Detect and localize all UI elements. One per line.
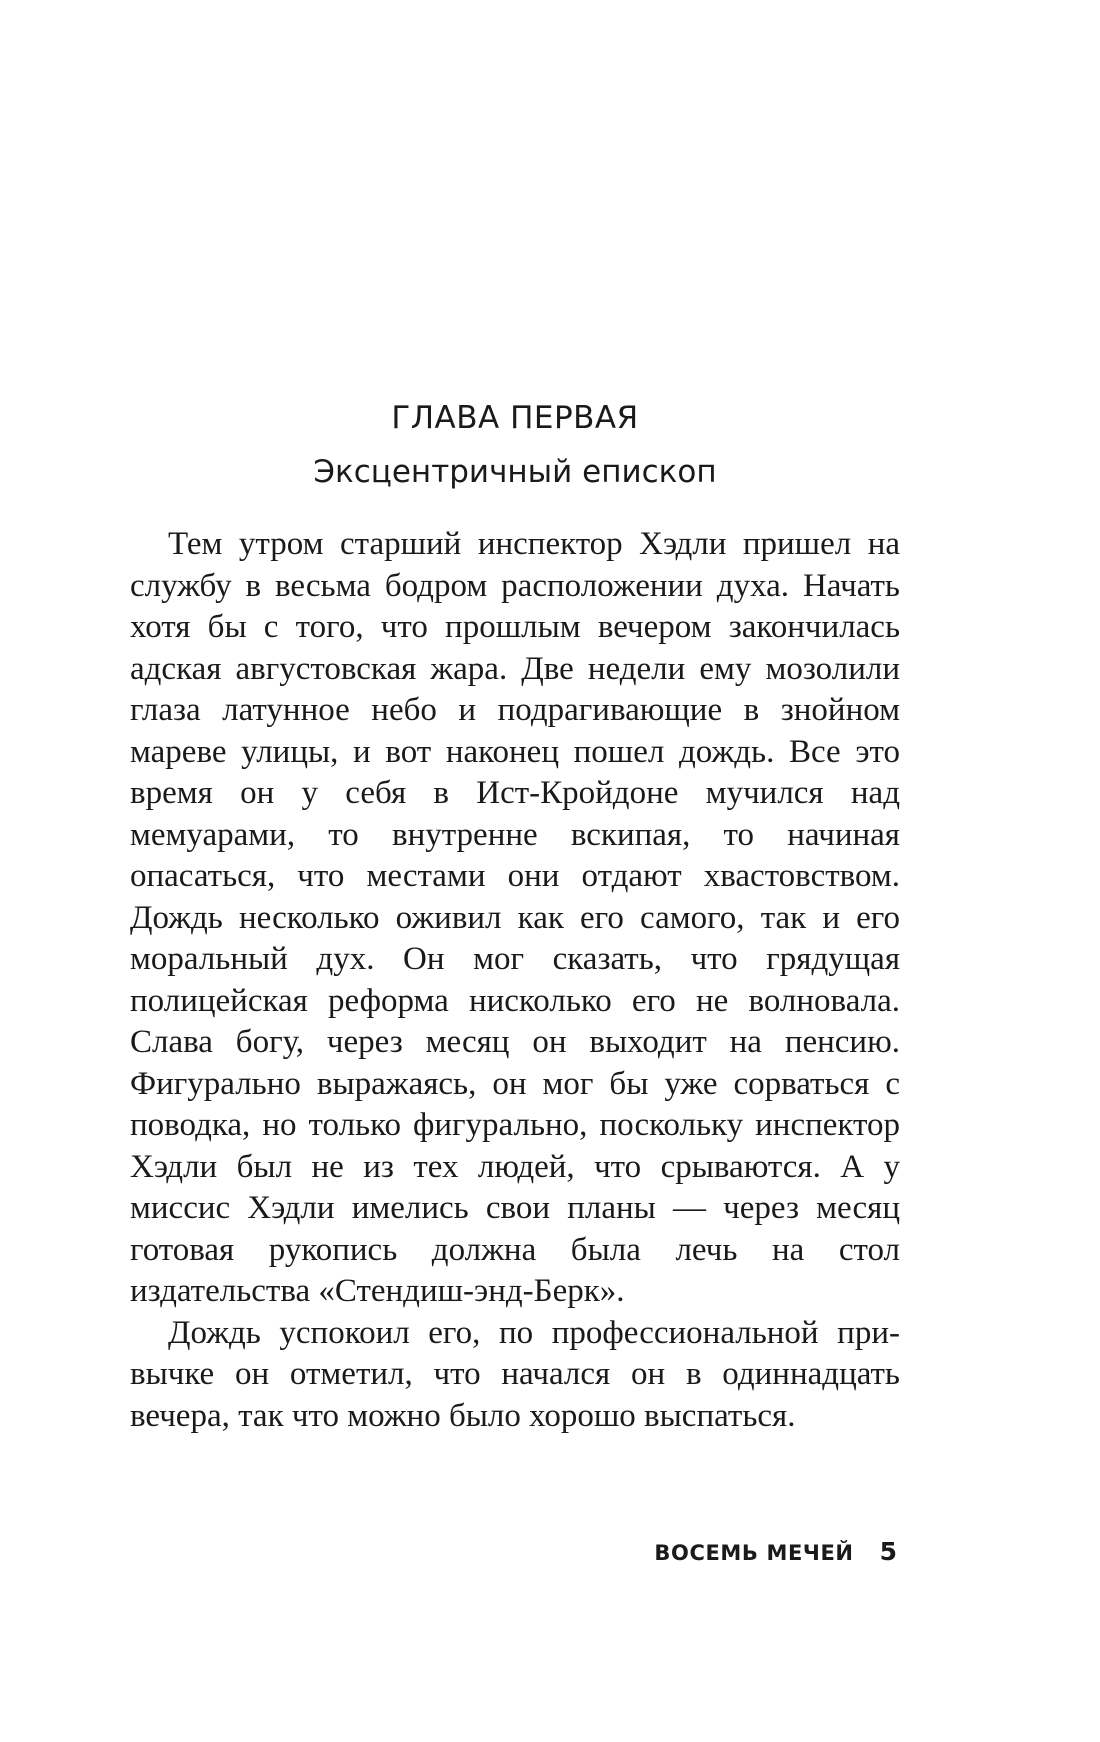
body-text xyxy=(130,524,900,1437)
page-footer xyxy=(654,1538,897,1567)
chapter-number: ГЛАВА ПЕРВАЯ xyxy=(391,400,639,436)
running-title: ВОСЕМЬ МЕЧЕЙ xyxy=(654,1541,854,1565)
paragraph-1: Тем утром старший инспектор Хэдли пришел на службу в весьма бодром расположении духа. Начать хотя бы с того, что прошлым вечером закончилась адская августовская жара. Две недели ему мозолили глаза латунное небо и подрагивающие в знойном мареве улицы, и вот наконец пошел дождь. Все это время он у себя в Ист-Кройдоне мучился над мемуарами, то внутренне вскипая, то начиная опасаться, что местами они отдают хвастовством. Дождь несколько оживил как его самого, так и его моральный дух. Он мог сказать, что грядущая полицейская реформа нисколько его не волновала. Слава богу, через месяц он выходит на пенсию. Фигурально выражаясь, он мог бы уже сорваться с поводка, но только фигурально, поскольку инспектор Хэдли был не из тех людей, что срываются. А у миссис Хэдли имелись свои планы — через месяц готовая рукопись должна была лечь на стол издательства «Стендиш-энд-Берк». xyxy=(130,526,900,1309)
paragraph-2: Дождь успокоил его, по профессиональной привычке он отметил, что начался он в одиннадцать вечера, так что можно было хорошо выспаться. xyxy=(130,1314,900,1434)
page-number: 5 xyxy=(879,1537,897,1566)
chapter-title: Эксцентричный епископ xyxy=(313,454,717,490)
chapter-heading xyxy=(130,398,900,492)
